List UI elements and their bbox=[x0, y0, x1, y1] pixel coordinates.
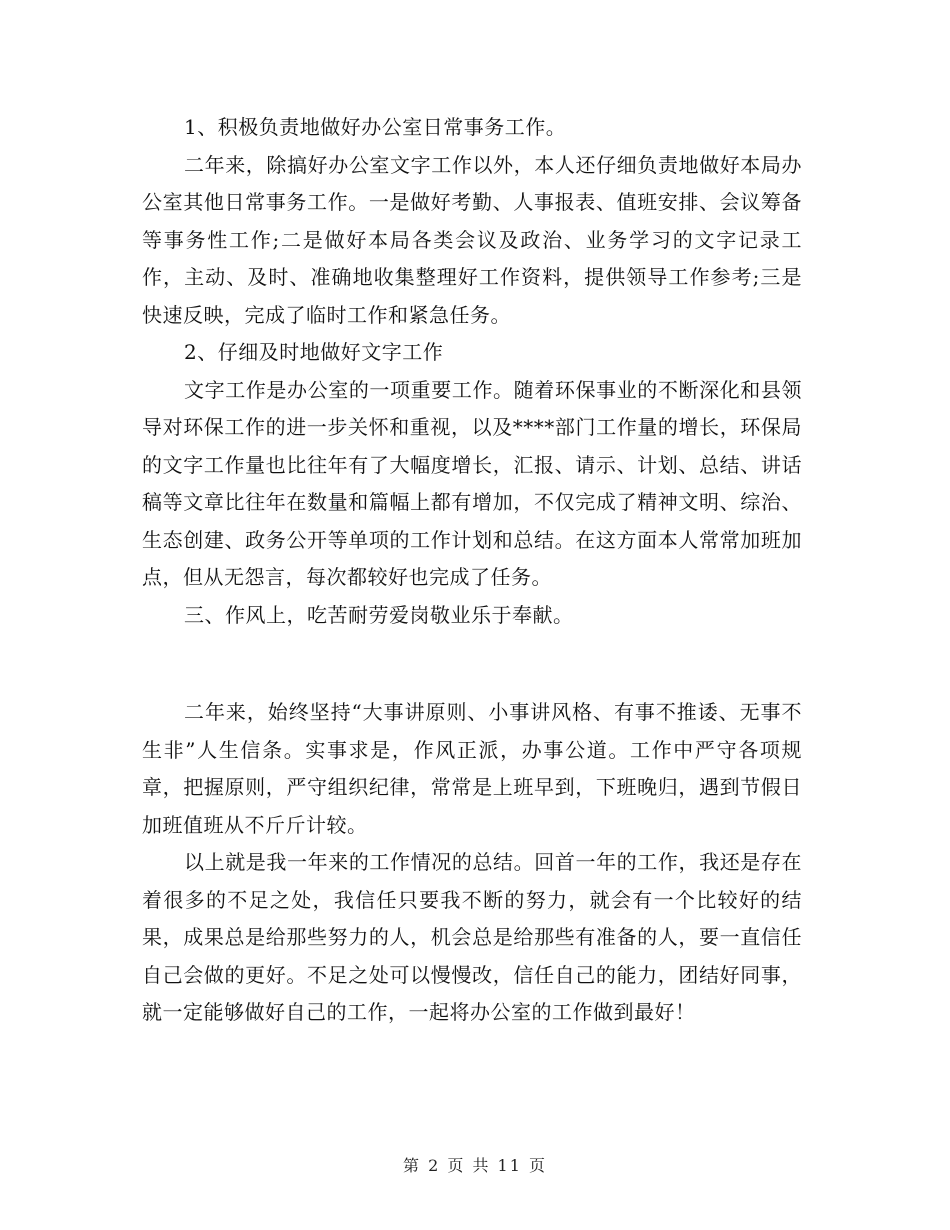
page-number-footer: 第 2 页 共 11 页 bbox=[403, 1156, 547, 1175]
paragraph-daily-affairs: 二年来，除搞好办公室文字工作以外，本人还仔细负责地做好本局办公室其他日常事务工作。一是做好考勤、人事报表、值班安排、会议筹备等事务性工作;二是做好本局各类会议及政治、业务学习的文字记录工作，主动、及时、准确地收集整理好工作资料，提供领导工作参考;三是快速反映，完成了临时工作和紧急任务。 bbox=[142, 152, 802, 327]
paragraph-conclusion: 以上就是我一年来的工作情况的总结。回首一年的工作，我还是存在着很多的不足之处，我信任只要我不断的努力，就会有一个比较好的结果，成果总是给那些努力的人，机会总是给那些有准备的人，要一直信任自己会做的更好。不足之处可以慢慢改，信任自己的能力，团结好同事，就一定能够做好自己的工作，一起将办公室的工作做到最好！ bbox=[142, 850, 802, 1024]
paragraph-gap bbox=[142, 634, 802, 694]
paragraph-work-style: 二年来，始终坚持“大事讲原则、小事讲风格、有事不推诿、无事不生非”人生信条。实事求是，作风正派，办事公道。工作中严守各项规章，把握原则，严守组织纪律，常常是上班早到，下班晚归，遇到节假日加班值班从不斤斤计较。 bbox=[142, 700, 802, 837]
section-heading-work-style: 三、作风上，吃苦耐劳爱岗敬业乐于奉献。 bbox=[184, 602, 574, 627]
paragraph-writing-work: 文字工作是办公室的一项重要工作。随着环保事业的不断深化和县领导对环保工作的进一步关怀和重视，以及****部门工作量的增长，环保局的文字工作量也比往年有了大幅度增长，汇报、请示、计划、总结、讲话稿等文章比往年在数量和篇幅上都有增加，不仅完成了精神文明、综治、生态创建、政务公开等单项的工作计划和总结。在这方面本人常常加班加点，但从无怨言，每次都较好也完成了任务。 bbox=[142, 377, 802, 589]
section-heading-writing-work: 2、仔细及时地做好文字工作 bbox=[184, 340, 444, 364]
document-body bbox=[142, 109, 802, 1032]
section-heading-daily-affairs: 1、积极负责地做好办公室日常事务工作。 bbox=[184, 115, 567, 139]
